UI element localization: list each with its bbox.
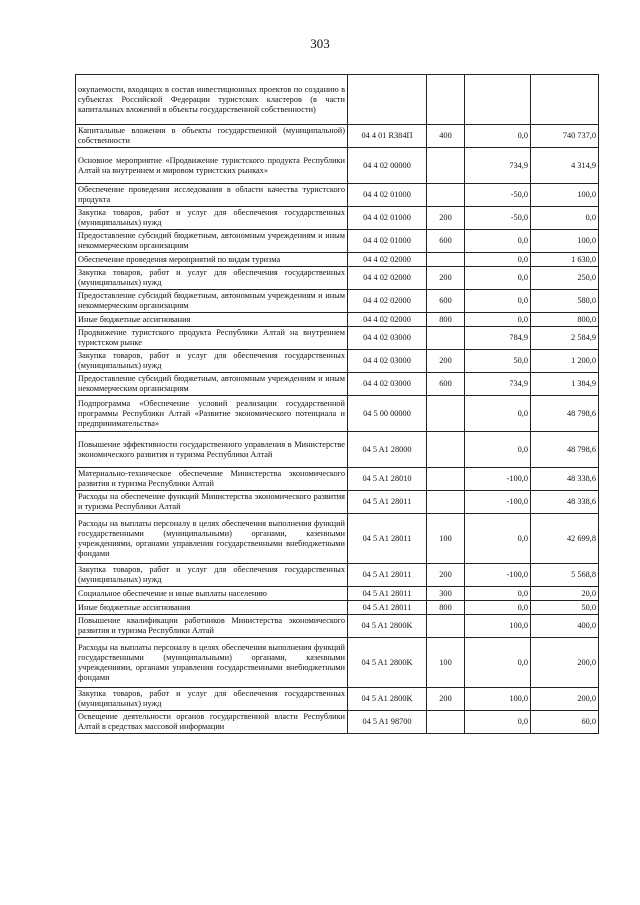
row-code: 04 5 A1 28011 bbox=[348, 491, 427, 514]
table-row bbox=[76, 468, 599, 491]
row-code: 04 4 02 02000 bbox=[348, 267, 427, 290]
row-name: Капитальные вложения в объекты государственной (муниципальной) собственности bbox=[76, 125, 348, 148]
row-total-amount: 200,0 bbox=[531, 688, 599, 711]
row-code: 04 5 A1 2800K bbox=[348, 638, 427, 688]
row-code: 04 5 A1 2800K bbox=[348, 688, 427, 711]
table-row bbox=[76, 313, 599, 327]
row-code: 04 4 02 01000 bbox=[348, 184, 427, 207]
row-code: 04 5 A1 98700 bbox=[348, 711, 427, 734]
row-code: 04 4 02 02000 bbox=[348, 313, 427, 327]
row-expense-type: 800 bbox=[427, 601, 465, 615]
row-change-amount: -50,0 bbox=[465, 207, 531, 230]
row-code: 04 4 02 03000 bbox=[348, 373, 427, 396]
table-row bbox=[76, 564, 599, 587]
row-code bbox=[348, 75, 427, 125]
table-row bbox=[76, 184, 599, 207]
table-row bbox=[76, 253, 599, 267]
row-name: Повышение эффективности государственного управления в Министерстве экономического развития и туризма Республики Алтай bbox=[76, 432, 348, 468]
row-code: 04 5 A1 28010 bbox=[348, 468, 427, 491]
row-change-amount: 0,0 bbox=[465, 587, 531, 601]
row-name: окупаемости, входящих в состав инвестиционных проектов по созданию в субъектах Российской Федерации туристских кластеров (в части капитальных вложений в объекты государственной собственности) bbox=[76, 75, 348, 125]
row-change-amount: 0,0 bbox=[465, 601, 531, 615]
row-change-amount: 0,0 bbox=[465, 432, 531, 468]
row-expense-type bbox=[427, 711, 465, 734]
row-code: 04 4 02 03000 bbox=[348, 350, 427, 373]
page-number: 303 bbox=[310, 36, 330, 51]
row-total-amount: 48 798,6 bbox=[531, 396, 599, 432]
row-total-amount: 100,0 bbox=[531, 230, 599, 253]
row-expense-type: 200 bbox=[427, 688, 465, 711]
row-total-amount: 48 338,6 bbox=[531, 468, 599, 491]
row-code: 04 5 A1 28011 bbox=[348, 587, 427, 601]
table-row bbox=[76, 125, 599, 148]
row-change-amount: 0,0 bbox=[465, 253, 531, 267]
table-row bbox=[76, 327, 599, 350]
row-expense-type bbox=[427, 75, 465, 125]
row-expense-type: 100 bbox=[427, 514, 465, 564]
row-change-amount: 0,0 bbox=[465, 638, 531, 688]
row-total-amount: 100,0 bbox=[531, 184, 599, 207]
row-name: Закупка товаров, работ и услуг для обеспечения государственных (муниципальных) нужд bbox=[76, 207, 348, 230]
row-code: 04 5 A1 28011 bbox=[348, 601, 427, 615]
row-total-amount: 20,0 bbox=[531, 587, 599, 601]
row-total-amount bbox=[531, 75, 599, 125]
row-name: Обеспечение проведения исследования в области качества туристского продукта bbox=[76, 184, 348, 207]
row-code: 04 4 02 01000 bbox=[348, 230, 427, 253]
table-row bbox=[76, 290, 599, 313]
row-total-amount: 580,0 bbox=[531, 290, 599, 313]
table-row bbox=[76, 396, 599, 432]
row-expense-type bbox=[427, 253, 465, 267]
row-name: Расходы на выплаты персоналу в целях обеспечения выполнения функций государственными (муниципальными) органами, казенными учреждениями, органами управления государственными внебюджетными фондами bbox=[76, 514, 348, 564]
row-name: Предоставление субсидий бюджетным, автономным учреждениям и иным некоммерческим организациям bbox=[76, 290, 348, 313]
row-expense-type: 200 bbox=[427, 564, 465, 587]
row-change-amount: 0,0 bbox=[465, 125, 531, 148]
row-expense-type bbox=[427, 468, 465, 491]
row-name: Закупка товаров, работ и услуг для обеспечения государственных (муниципальных) нужд bbox=[76, 350, 348, 373]
row-code: 04 4 02 00000 bbox=[348, 148, 427, 184]
row-expense-type bbox=[427, 491, 465, 514]
row-change-amount bbox=[465, 75, 531, 125]
row-name: Основное мероприятие «Продвижение туристского продукта Республики Алтай на внутреннем и мировом туристских рынках» bbox=[76, 148, 348, 184]
row-code: 04 5 A1 28011 bbox=[348, 564, 427, 587]
table-row bbox=[76, 432, 599, 468]
table-row bbox=[76, 514, 599, 564]
row-code: 04 5 A1 28011 bbox=[348, 514, 427, 564]
row-expense-type bbox=[427, 432, 465, 468]
row-total-amount: 50,0 bbox=[531, 601, 599, 615]
row-total-amount: 800,0 bbox=[531, 313, 599, 327]
row-change-amount: 100,0 bbox=[465, 688, 531, 711]
row-name: Закупка товаров, работ и услуг для обеспечения государственных (муниципальных) нужд bbox=[76, 564, 348, 587]
row-expense-type bbox=[427, 396, 465, 432]
row-expense-type: 200 bbox=[427, 267, 465, 290]
row-name: Повышение квалификации работников Министерства экономического развития и туризма Республики Алтай bbox=[76, 615, 348, 638]
table-row bbox=[76, 230, 599, 253]
row-expense-type: 800 bbox=[427, 313, 465, 327]
row-name: Продвижение туристского продукта Республики Алтай на внутреннем туристском рынке bbox=[76, 327, 348, 350]
row-code: 04 4 02 01000 bbox=[348, 207, 427, 230]
row-expense-type: 100 bbox=[427, 638, 465, 688]
row-name: Обеспечение проведения мероприятий по видам туризма bbox=[76, 253, 348, 267]
row-code: 04 5 00 00000 bbox=[348, 396, 427, 432]
budget-table-body bbox=[76, 75, 599, 734]
table-row bbox=[76, 638, 599, 688]
table-row bbox=[76, 148, 599, 184]
row-expense-type bbox=[427, 148, 465, 184]
row-code: 04 4 01 R384П bbox=[348, 125, 427, 148]
row-change-amount: -50,0 bbox=[465, 184, 531, 207]
table-row bbox=[76, 615, 599, 638]
row-change-amount: 734,9 bbox=[465, 148, 531, 184]
row-name: Иные бюджетные ассигнования bbox=[76, 313, 348, 327]
row-total-amount: 0,0 bbox=[531, 207, 599, 230]
table-row bbox=[76, 373, 599, 396]
row-expense-type: 600 bbox=[427, 290, 465, 313]
row-code: 04 4 02 02000 bbox=[348, 290, 427, 313]
row-name: Материально-техническое обеспечение Министерства экономического развития и туризма Республики Алтай bbox=[76, 468, 348, 491]
row-expense-type: 200 bbox=[427, 350, 465, 373]
budget-table bbox=[75, 74, 599, 734]
row-change-amount: 0,0 bbox=[465, 396, 531, 432]
row-change-amount: 784,9 bbox=[465, 327, 531, 350]
row-name: Закупка товаров, работ и услуг для обеспечения государственных (муниципальных) нужд bbox=[76, 688, 348, 711]
row-expense-type bbox=[427, 184, 465, 207]
table-row bbox=[76, 601, 599, 615]
row-change-amount: 50,0 bbox=[465, 350, 531, 373]
table-row bbox=[76, 688, 599, 711]
row-name: Социальное обеспечение и иные выплаты населению bbox=[76, 587, 348, 601]
row-total-amount: 1 630,0 bbox=[531, 253, 599, 267]
table-row bbox=[76, 350, 599, 373]
row-total-amount: 1 384,9 bbox=[531, 373, 599, 396]
row-name: Предоставление субсидий бюджетным, автономным учреждениям и иным некоммерческим организациям bbox=[76, 373, 348, 396]
row-expense-type bbox=[427, 327, 465, 350]
table-row bbox=[76, 491, 599, 514]
row-total-amount: 400,0 bbox=[531, 615, 599, 638]
table-row bbox=[76, 75, 599, 125]
table-row bbox=[76, 207, 599, 230]
row-expense-type: 600 bbox=[427, 373, 465, 396]
row-name: Предоставление субсидий бюджетным, автономным учреждениям и иным некоммерческим организациям bbox=[76, 230, 348, 253]
row-change-amount: 0,0 bbox=[465, 267, 531, 290]
row-code: 04 5 A1 28000 bbox=[348, 432, 427, 468]
row-expense-type: 600 bbox=[427, 230, 465, 253]
row-change-amount: 0,0 bbox=[465, 313, 531, 327]
table-row bbox=[76, 267, 599, 290]
row-change-amount: 734,9 bbox=[465, 373, 531, 396]
table-row bbox=[76, 587, 599, 601]
table-row bbox=[76, 711, 599, 734]
row-change-amount: 100,0 bbox=[465, 615, 531, 638]
row-name: Освещение деятельности органов государственной власти Республики Алтай в средствах массовой информации bbox=[76, 711, 348, 734]
row-name: Подпрограмма «Обеспечение условий реализации государственной программы Республики Алтай «Развитие экономического потенциала и предпринимательства» bbox=[76, 396, 348, 432]
row-change-amount: 0,0 bbox=[465, 711, 531, 734]
row-total-amount: 2 584,9 bbox=[531, 327, 599, 350]
row-total-amount: 48 338,6 bbox=[531, 491, 599, 514]
row-total-amount: 740 737,0 bbox=[531, 125, 599, 148]
row-code: 04 5 A1 2800K bbox=[348, 615, 427, 638]
row-total-amount: 200,0 bbox=[531, 638, 599, 688]
row-total-amount: 42 699,8 bbox=[531, 514, 599, 564]
row-expense-type bbox=[427, 615, 465, 638]
row-name: Иные бюджетные ассигнования bbox=[76, 601, 348, 615]
row-change-amount: 0,0 bbox=[465, 230, 531, 253]
row-total-amount: 250,0 bbox=[531, 267, 599, 290]
row-code: 04 4 02 03000 bbox=[348, 327, 427, 350]
row-name: Расходы на обеспечение функций Министерства экономического развития и туризма Республики Алтай bbox=[76, 491, 348, 514]
row-expense-type: 300 bbox=[427, 587, 465, 601]
row-change-amount: -100,0 bbox=[465, 468, 531, 491]
row-total-amount: 5 568,8 bbox=[531, 564, 599, 587]
row-name: Расходы на выплаты персоналу в целях обеспечения выполнения функций государственными (муниципальными) органами, казенными учреждениями, органами управления государственными внебюджетными фондами bbox=[76, 638, 348, 688]
row-change-amount: 0,0 bbox=[465, 514, 531, 564]
row-total-amount: 4 314,9 bbox=[531, 148, 599, 184]
row-total-amount: 60,0 bbox=[531, 711, 599, 734]
row-change-amount: -100,0 bbox=[465, 491, 531, 514]
row-total-amount: 1 200,0 bbox=[531, 350, 599, 373]
row-expense-type: 400 bbox=[427, 125, 465, 148]
row-expense-type: 200 bbox=[427, 207, 465, 230]
row-name: Закупка товаров, работ и услуг для обеспечения государственных (муниципальных) нужд bbox=[76, 267, 348, 290]
row-code: 04 4 02 02000 bbox=[348, 253, 427, 267]
row-change-amount: 0,0 bbox=[465, 290, 531, 313]
row-total-amount: 48 798,6 bbox=[531, 432, 599, 468]
row-change-amount: -100,0 bbox=[465, 564, 531, 587]
